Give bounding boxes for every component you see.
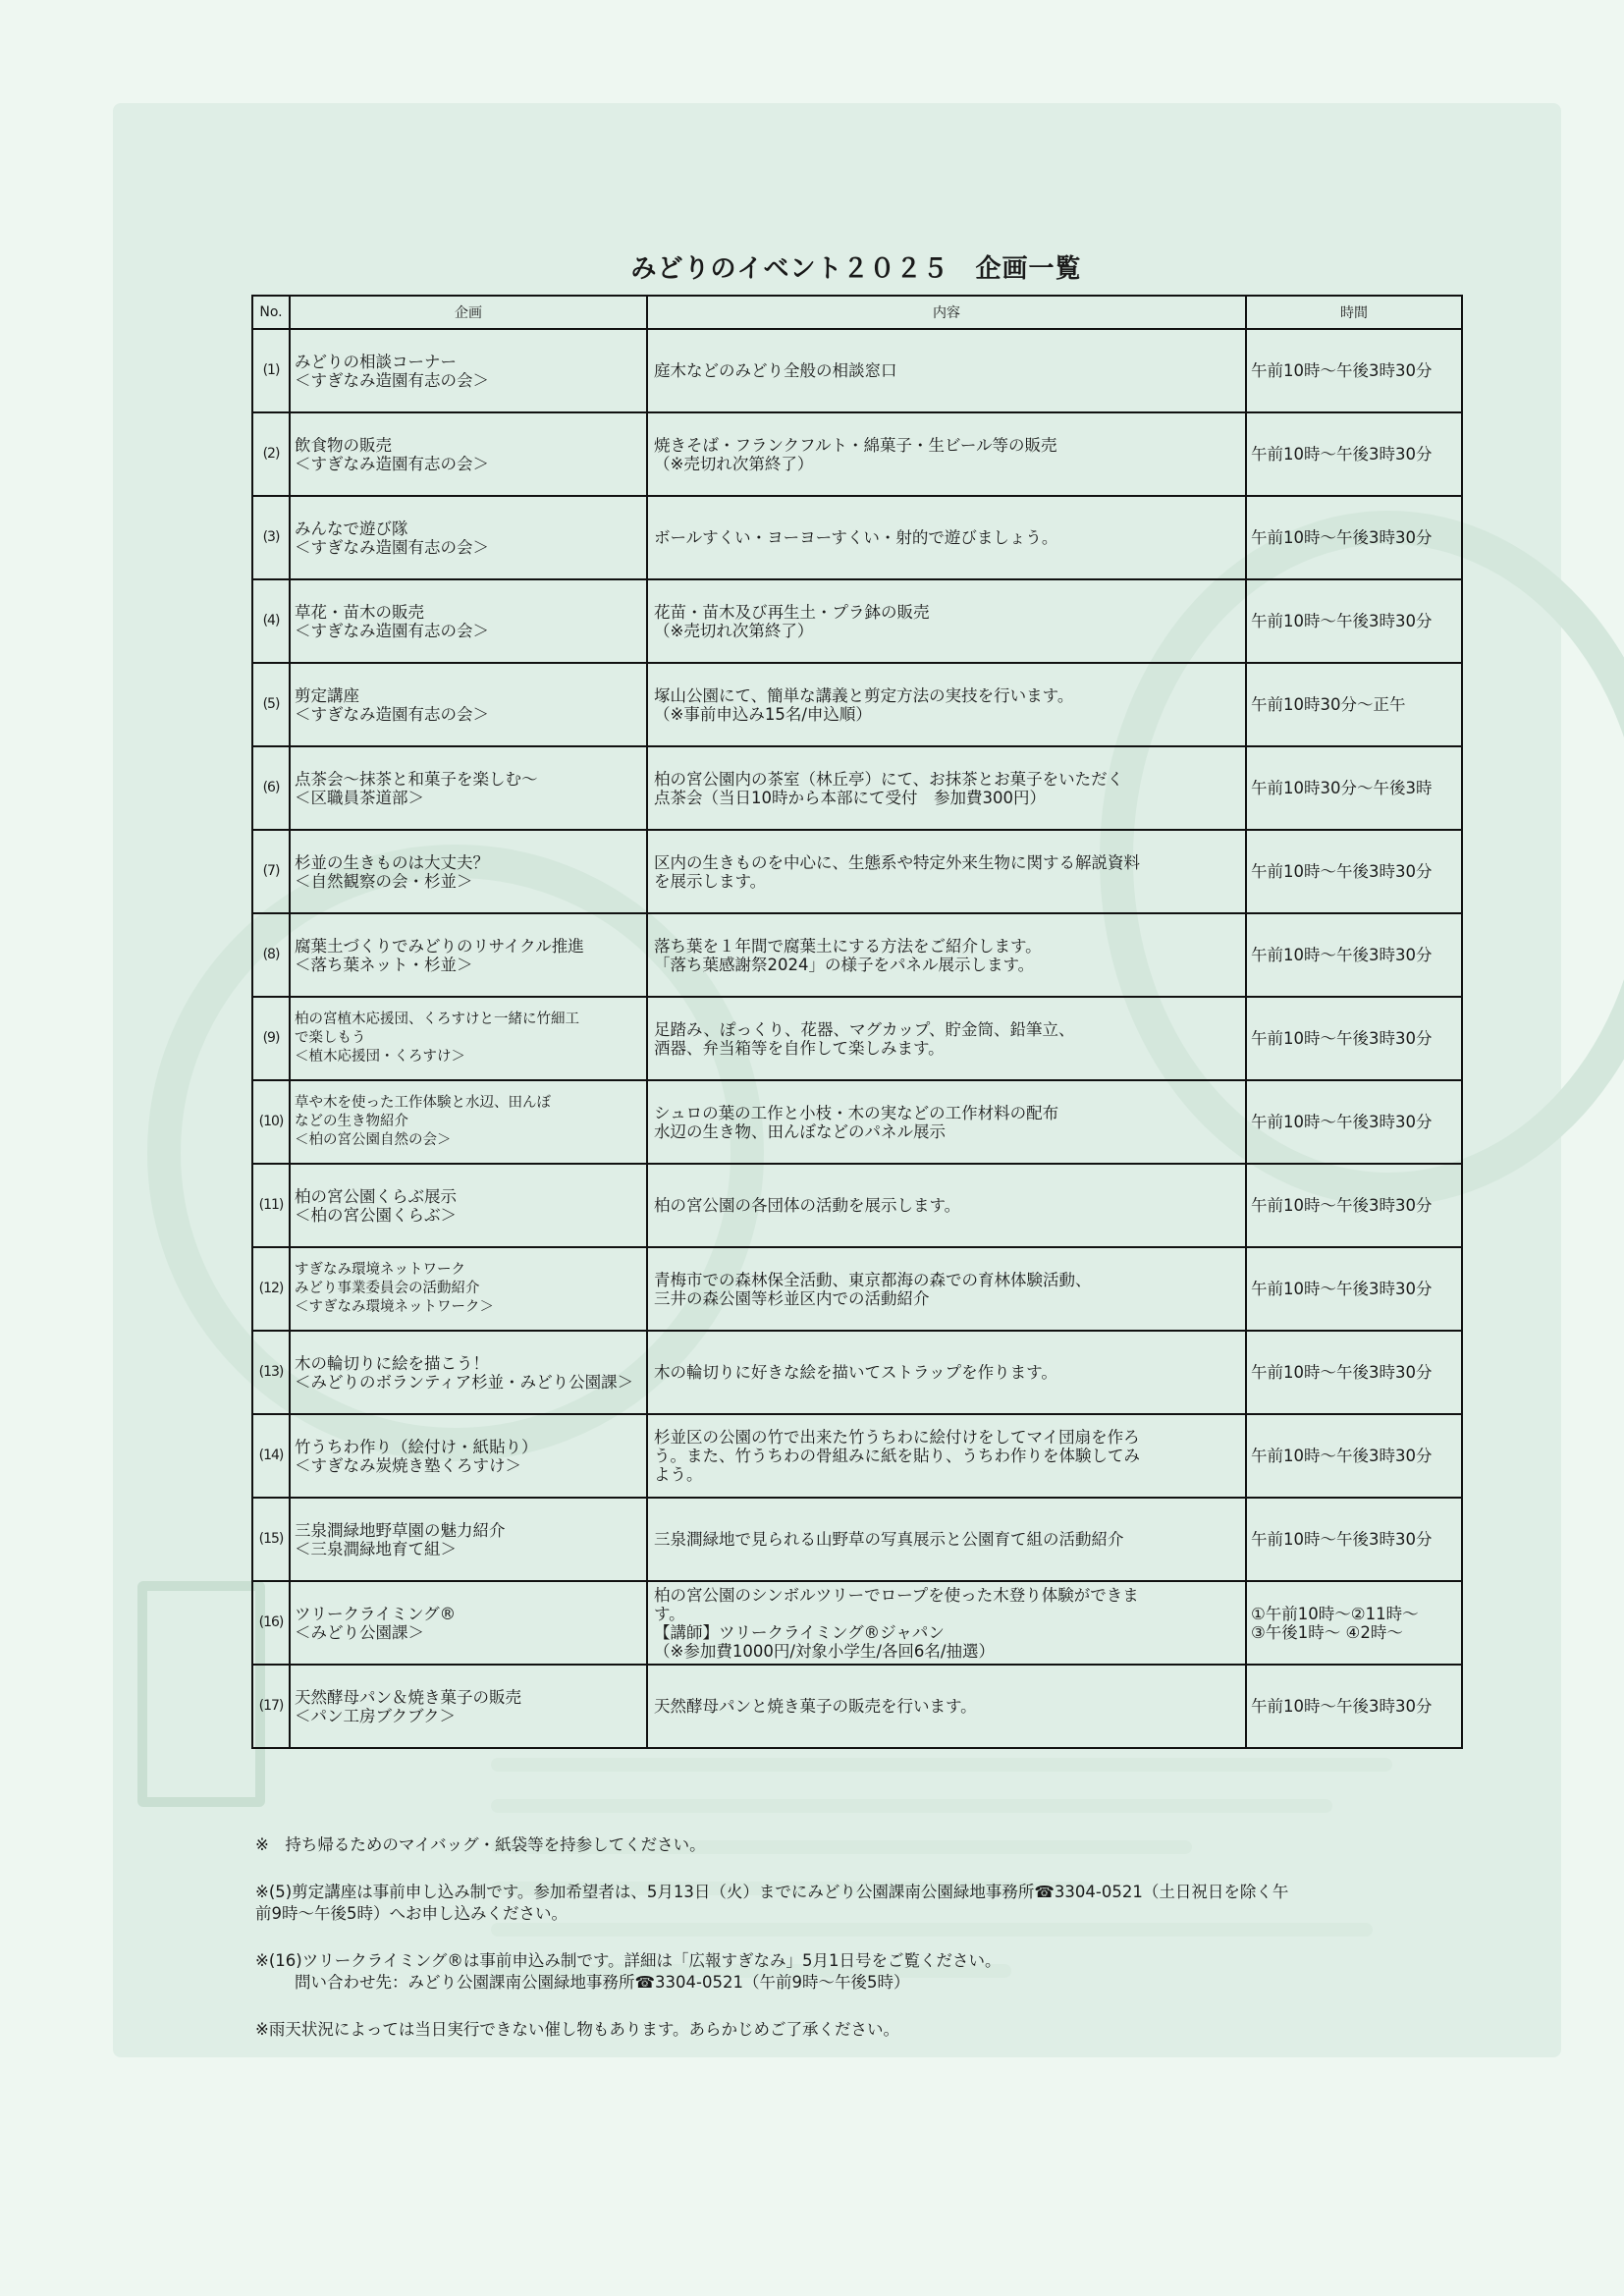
content-cell-line: 塚山公園にて、簡単な講義と剪定方法の実技を行います。 — [654, 685, 1074, 705]
plan-cell-line: ツリークライミング® — [295, 1604, 457, 1623]
content-cell-line: 木の輪切りに好きな絵を描いてストラップを作ります。 — [654, 1363, 1057, 1382]
time-cell — [1246, 1665, 1462, 1748]
page-title: みどりのイベント２０２５ 企画一覧 — [630, 254, 1082, 284]
plan-cell-line: ＜三泉澗緑地育て組＞ — [295, 1539, 457, 1558]
plan-cell-line: ＜すぎなみ造園有志の会＞ — [295, 537, 489, 557]
content-cell-line: ボールすくい・ヨーヨーすくい・射的で遊びましょう。 — [654, 528, 1058, 547]
plan-cell — [290, 1498, 647, 1581]
plan-cell-line: ＜すぎなみ炭焼き塾くろすけ＞ — [295, 1455, 521, 1475]
note-2-line-1: ※(5)剪定講座は事前申し込み制です。参加希望者は、5月13日（火）までにみどり公園課南公園緑地事務所☎3304-0521（土日祝日を除く午 — [255, 1883, 1289, 1901]
header-kikaku: 企画 — [290, 296, 647, 329]
content-cell-line: 柏の宮公園のシンボルツリーでロープを使った木登り体験ができま — [654, 1585, 1139, 1605]
table-row — [252, 1331, 1462, 1414]
time-cell-line: 午前10時30分～午後3時 — [1251, 779, 1433, 797]
row-number: (16) — [252, 1581, 290, 1665]
time-cell-line: 午前10時～午後3時30分 — [1251, 1113, 1433, 1131]
table-row — [252, 1665, 1462, 1748]
plan-cell-line: 木の輪切りに絵を描こう！ — [295, 1353, 489, 1373]
content-cell-line: 三泉澗緑地で見られる山野草の写真展示と公園育て組の活動紹介 — [654, 1530, 1124, 1549]
row-number: (11) — [252, 1164, 290, 1247]
time-cell — [1246, 1498, 1462, 1581]
plan-cell-line: 剪定講座 — [295, 685, 359, 705]
content-cell-line: 落ち葉を１年間で腐葉土にする方法をご紹介します。 — [654, 936, 1042, 956]
time-cell — [1246, 329, 1462, 412]
content-cell — [647, 1164, 1246, 1247]
plan-cell — [290, 412, 647, 496]
plan-cell — [290, 496, 647, 579]
content-cell-line: 点茶会（当日10時から本部にて受付 参加費300円） — [654, 788, 1046, 807]
header-jikan: 時間 — [1246, 296, 1462, 329]
plan-cell-line: ＜すぎなみ環境ネットワーク＞ — [295, 1299, 494, 1315]
time-cell — [1246, 663, 1462, 746]
content-cell — [647, 1581, 1246, 1665]
time-cell-line: 午前10時30分～正午 — [1251, 695, 1406, 714]
plan-cell-line: で楽しもう — [295, 1030, 366, 1046]
plan-cell-line: ＜みどりのボランティア杉並・みどり公園課＞ — [295, 1372, 634, 1392]
content-cell-line: 「落ち葉感謝祭2024」の様子をパネル展示します。 — [654, 955, 1035, 974]
plan-cell-line: ＜柏の宮公園自然の会＞ — [295, 1132, 452, 1148]
plan-cell-line: みどりの相談コーナー — [295, 352, 457, 371]
content-cell — [647, 496, 1246, 579]
time-cell-line: 午前10時～午後3時30分 — [1251, 1196, 1433, 1215]
plan-cell-line: 腐葉土づくりでみどりのリサイクル推進 — [295, 936, 584, 956]
plan-cell-line: ＜すぎなみ造園有志の会＞ — [295, 621, 489, 640]
time-cell — [1246, 412, 1462, 496]
row-number: (9) — [252, 997, 290, 1080]
time-cell-line: 午前10時～午後3時30分 — [1251, 1530, 1433, 1549]
row-number: (10) — [252, 1080, 290, 1164]
content-cell-line: 青梅市での森林保全活動、東京都海の森での育林体験活動、 — [654, 1270, 1092, 1289]
plan-cell — [290, 1164, 647, 1247]
time-cell-line: 午前10時～午後3時30分 — [1251, 361, 1433, 380]
content-cell-line: 【講師】ツリークライミング®ジャパン — [654, 1622, 945, 1642]
plan-cell-line: ＜すぎなみ造園有志の会＞ — [295, 370, 489, 390]
content-cell-line: 三井の森公園等杉並区内での活動紹介 — [654, 1288, 930, 1308]
time-cell — [1246, 1414, 1462, 1498]
content-cell-line: （※売切れ次第終了） — [654, 454, 814, 473]
plan-cell-line: 飲食物の販売 — [295, 435, 392, 455]
content-cell-line: シュロの葉の工作と小枝・木の実などの工作材料の配布 — [654, 1103, 1059, 1122]
plan-cell — [290, 997, 647, 1080]
plan-cell-line: ＜柏の宮公園くらぶ＞ — [295, 1205, 457, 1225]
row-number: (5) — [252, 663, 290, 746]
content-cell-line: 天然酵母パンと焼き菓子の販売を行います。 — [654, 1697, 977, 1716]
row-number: (13) — [252, 1331, 290, 1414]
table-row — [252, 1498, 1462, 1581]
background-qr-code — [137, 1581, 265, 1807]
note-1: ※ 持ち帰るためのマイバッグ・紙袋等を持参してください。 — [255, 1835, 706, 1854]
time-cell-line: 午前10時～午後3時30分 — [1251, 445, 1433, 464]
plan-cell-line: 柏の宮植木応援団、くろすけと一緒に竹細工 — [295, 1011, 579, 1027]
header-naiyo: 内容 — [647, 296, 1246, 329]
content-cell-line: 柏の宮公園内の茶室（林丘亭）にて、お抹茶とお菓子をいただく — [654, 769, 1124, 789]
header-no: No. — [252, 296, 290, 329]
time-cell-line: 午前10時～午後3時30分 — [1251, 1029, 1433, 1048]
table-row — [252, 663, 1462, 746]
time-cell — [1246, 1581, 1462, 1665]
content-cell-line: を展示します。 — [654, 871, 767, 891]
row-number: (4) — [252, 579, 290, 663]
row-number: (14) — [252, 1414, 290, 1498]
time-cell-line: 午前10時～午後3時30分 — [1251, 1363, 1433, 1382]
row-number: (1) — [252, 329, 290, 412]
content-cell — [647, 1665, 1246, 1748]
plan-cell-line: ＜植木応援団・くろすけ＞ — [295, 1049, 465, 1065]
plan-cell — [290, 913, 647, 997]
time-cell-line: 午前10時～午後3時30分 — [1251, 862, 1433, 881]
content-cell — [647, 1080, 1246, 1164]
row-number: (17) — [252, 1665, 290, 1748]
table-header-row — [252, 296, 1462, 329]
time-cell-line: 午前10時～午後3時30分 — [1251, 1447, 1433, 1465]
table-row — [252, 746, 1462, 830]
plan-cell-line: などの生き物紹介 — [295, 1114, 408, 1129]
table-row — [252, 1247, 1462, 1331]
plan-cell-line: みんなで遊び隊 — [295, 519, 408, 538]
time-cell-line: 午前10時～午後3時30分 — [1251, 1697, 1433, 1716]
plan-cell-line: 竹うちわ作り（絵付け・紙貼り） — [295, 1437, 538, 1456]
time-cell-line: ①午前10時～②11時～ — [1251, 1604, 1419, 1623]
plan-cell-line: 点茶会～抹茶と和菓子を楽しむ～ — [295, 769, 538, 789]
time-cell — [1246, 1080, 1462, 1164]
time-cell-line: 午前10時～午後3時30分 — [1251, 528, 1433, 547]
plan-cell — [290, 663, 647, 746]
time-cell — [1246, 1164, 1462, 1247]
table-row — [252, 329, 1462, 412]
content-cell-line: 庭木などのみどり全般の相談窓口 — [654, 361, 897, 380]
content-cell — [647, 1331, 1246, 1414]
note-3-line-2: 問い合わせ先：みどり公園課南公園緑地事務所☎3304-0521（午前9時～午後5時） — [295, 1973, 910, 1992]
content-cell — [647, 1247, 1246, 1331]
content-cell-line: （※参加費1000円/対象小学生/各回6名/抽選） — [654, 1641, 995, 1661]
plan-cell-line: ＜パン工房ブクブク＞ — [295, 1706, 457, 1725]
content-cell-line: 柏の宮公園の各団体の活動を展示します。 — [654, 1196, 961, 1215]
plan-cell-line: ＜みどり公園課＞ — [295, 1622, 424, 1642]
content-cell-line: 水辺の生き物、田んぼなどのパネル展示 — [654, 1121, 946, 1141]
plan-cell-line: 柏の宮公園くらぶ展示 — [295, 1186, 457, 1206]
plan-cell — [290, 1414, 647, 1498]
time-cell — [1246, 997, 1462, 1080]
plan-cell-line: 天然酵母パン＆焼き菓子の販売 — [295, 1687, 521, 1707]
time-cell-line: 午前10時～午後3時30分 — [1251, 612, 1433, 630]
plan-cell — [290, 329, 647, 412]
time-cell-line: ③午後1時～ ④2時～ — [1251, 1622, 1403, 1642]
content-cell-line: よう。 — [654, 1465, 703, 1484]
time-cell — [1246, 1331, 1462, 1414]
content-cell-line: 区内の生きものを中心に、生態系や特定外来生物に関する解説資料 — [654, 852, 1140, 872]
content-cell — [647, 412, 1246, 496]
row-number: (2) — [252, 412, 290, 496]
content-cell — [647, 1498, 1246, 1581]
content-cell — [647, 1414, 1246, 1498]
row-number: (15) — [252, 1498, 290, 1581]
note-4: ※雨天状況によっては当日実行できない催し物もあります。あらかじめご了承ください。 — [255, 2020, 900, 2039]
plan-cell — [290, 746, 647, 830]
content-cell — [647, 913, 1246, 997]
time-cell — [1246, 913, 1462, 997]
content-cell — [647, 579, 1246, 663]
time-cell-line: 午前10時～午後3時30分 — [1251, 1280, 1433, 1298]
content-cell-line: （※事前申込み15名/申込順） — [654, 704, 872, 724]
time-cell — [1246, 579, 1462, 663]
plan-cell — [290, 1331, 647, 1414]
plan-cell-line: すぎなみ環境ネットワーク — [295, 1262, 465, 1278]
plan-cell-line: ＜すぎなみ造園有志の会＞ — [295, 704, 489, 724]
content-cell-line: （※売切れ次第終了） — [654, 621, 814, 640]
row-number: (6) — [252, 746, 290, 830]
time-cell — [1246, 746, 1462, 830]
plan-cell-line: 三泉澗緑地野草園の魅力紹介 — [295, 1520, 506, 1540]
content-cell-line: 焼きそば・フランクフルト・綿菓子・生ビール等の販売 — [654, 435, 1057, 455]
table-row — [252, 830, 1462, 913]
plan-cell-line: ＜落ち葉ネット・杉並＞ — [295, 955, 473, 974]
table-row — [252, 496, 1462, 579]
row-number: (12) — [252, 1247, 290, 1331]
plan-cell — [290, 830, 647, 913]
content-cell — [647, 663, 1246, 746]
table-row — [252, 579, 1462, 663]
content-cell-line: 足踏み、ぽっくり、花器、マグカップ、貯金筒、鉛筆立、 — [654, 1019, 1075, 1039]
content-cell-line: す。 — [654, 1604, 685, 1623]
plan-cell-line: 杉並の生きものは大丈夫？ — [295, 852, 489, 872]
plan-cell-line: ＜すぎなみ造園有志の会＞ — [295, 454, 489, 473]
content-cell — [647, 997, 1246, 1080]
table-row — [252, 1581, 1462, 1665]
row-number: (7) — [252, 830, 290, 913]
plan-cell-line: 草花・苗木の販売 — [295, 602, 424, 622]
table-row — [252, 1080, 1462, 1164]
plan-cell-line: ＜自然観察の会・杉並＞ — [295, 871, 473, 891]
content-cell — [647, 329, 1246, 412]
time-cell — [1246, 830, 1462, 913]
time-cell — [1246, 1247, 1462, 1331]
plan-cell — [290, 1665, 647, 1748]
row-number: (8) — [252, 913, 290, 997]
table-row — [252, 1164, 1462, 1247]
content-cell-line: 花苗・苗木及び再生土・プラ鉢の販売 — [654, 602, 930, 622]
content-cell — [647, 746, 1246, 830]
notes — [255, 1834, 1463, 2041]
content-cell-line: 杉並区の公園の竹で出来た竹うちわに絵付けをしてマイ団扇を作ろ — [654, 1428, 1140, 1447]
plan-cell — [290, 1581, 647, 1665]
note-3-line-1: ※(16)ツリークライミング®は事前申込み制です。詳細は「広報すぎなみ」5月1日号をご覧ください。 — [255, 1951, 1001, 1970]
content-cell — [647, 830, 1246, 913]
plan-cell — [290, 1247, 647, 1331]
event-table — [251, 295, 1463, 1749]
plan-cell — [290, 1080, 647, 1164]
table-row — [252, 997, 1462, 1080]
table-row — [252, 1414, 1462, 1498]
note-2-line-2: 前9時～午後5時）へお申し込みください。 — [255, 1904, 568, 1923]
content-cell-line: う。また、竹うちわの骨組みに紙を貼り、うちわ作りを体験してみ — [654, 1447, 1140, 1465]
content-cell-line: 酒器、弁当箱等を自作して楽しみます。 — [654, 1038, 945, 1058]
plan-cell-line: みどり事業委員会の活動紹介 — [295, 1281, 480, 1296]
plan-cell-line: ＜区職員茶道部＞ — [295, 788, 424, 807]
plan-cell-line: 草や木を使った工作体験と水辺、田んぼ — [295, 1095, 551, 1111]
plan-cell — [290, 579, 647, 663]
table-row — [252, 412, 1462, 496]
row-number: (3) — [252, 496, 290, 579]
table-row — [252, 913, 1462, 997]
time-cell-line: 午前10時～午後3時30分 — [1251, 946, 1433, 964]
time-cell — [1246, 496, 1462, 579]
